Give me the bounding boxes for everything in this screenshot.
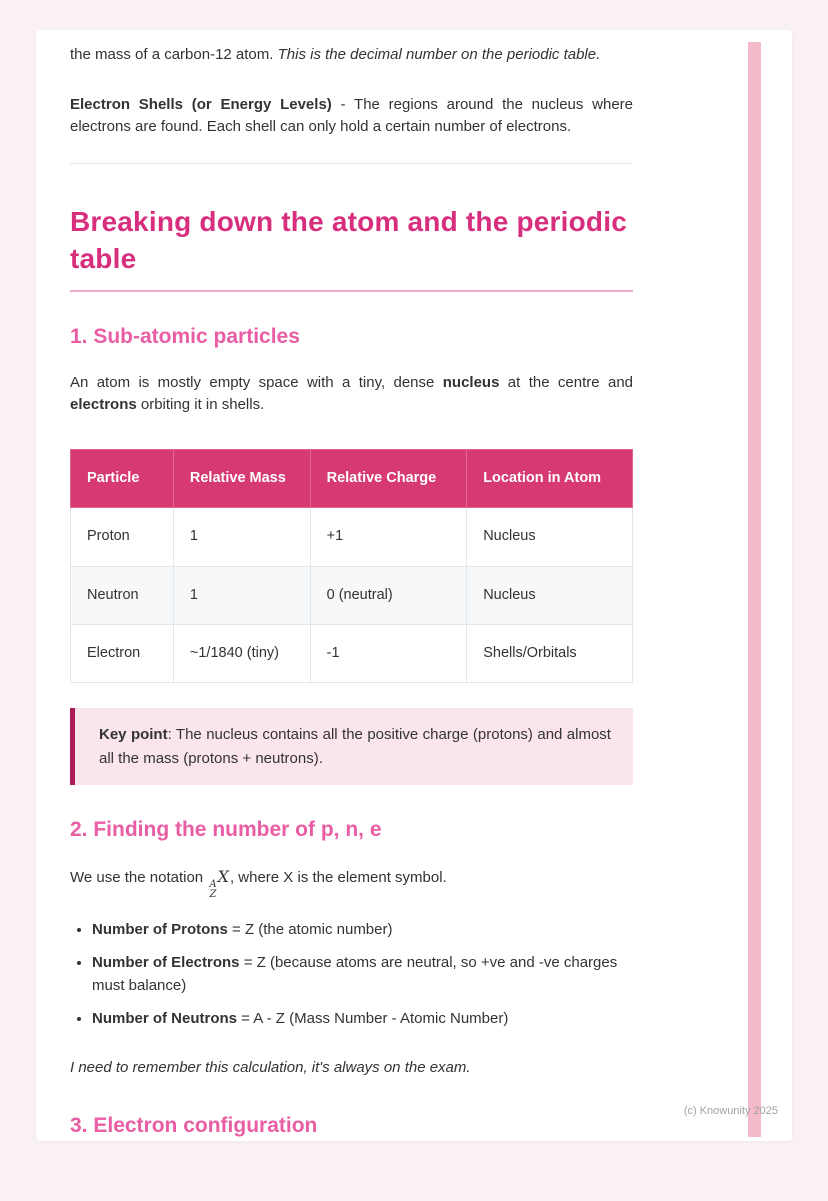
section-2-heading: 2. Finding the number of p, n, e	[70, 817, 382, 841]
cell-neutron-name: Neutron	[71, 566, 174, 624]
intro-paragraph	[70, 44, 633, 66]
document-content	[70, 44, 633, 1141]
cell-proton-location: Nucleus	[467, 508, 633, 566]
cell-neutron-location: Nucleus	[467, 566, 633, 624]
protons-rule-text: = Z (the atomic number)	[227, 920, 393, 938]
counting-rules-list	[70, 919, 633, 1031]
atom-structure-text-3: orbiting it in shells.	[136, 395, 265, 413]
electrons-rule-text: = Z (because atoms are neutral, so +ve and -ve charges must balance)	[92, 954, 618, 994]
page-ribbon-decoration	[748, 42, 761, 1137]
section-3-heading: 3. Electron configuration	[70, 1113, 318, 1137]
intro-text: the mass of a carbon-12 atom.	[70, 46, 278, 63]
copyright-credit: (c) Knowunity 2025	[683, 1105, 778, 1117]
nuclide-notation-scripts	[209, 880, 216, 901]
cell-electron-location: Shells/Orbitals	[467, 624, 633, 682]
intro-italic-note: This is the decimal number on the periodic table.	[277, 46, 601, 63]
cell-electron-name: Electron	[71, 624, 174, 682]
electron-shells-term: Electron Shells (or Energy Levels)	[70, 96, 332, 114]
mass-number-superscript: A	[209, 878, 217, 890]
table-row-electron	[71, 624, 633, 682]
nucleus-term: nucleus	[442, 373, 500, 391]
key-point-callout	[70, 708, 633, 785]
section-divider	[70, 163, 633, 164]
atom-structure-text-2: at the centre and	[499, 373, 634, 391]
table-row-proton	[71, 508, 633, 566]
table-row-neutron	[71, 566, 633, 624]
neutrons-rule-text: = A - Z (Mass Number - Atomic Number)	[237, 1010, 509, 1028]
electron-shells-paragraph	[70, 94, 633, 138]
column-header-relative-charge: Relative Charge	[310, 450, 467, 508]
atomic-number-subscript: Z	[209, 889, 217, 901]
list-item-neutrons	[92, 1008, 633, 1031]
cell-proton-mass: 1	[173, 508, 310, 566]
electrons-rule-term: Number of Electrons	[92, 954, 240, 972]
exam-reminder-note: I need to remember this calculation, it's always on the exam.	[70, 1058, 471, 1076]
cell-proton-name: Proton	[71, 508, 174, 566]
cell-neutron-charge: 0 (neutral)	[310, 566, 467, 624]
list-item-electrons	[92, 952, 633, 997]
key-point-text: : The nucleus contains all the positive charge (protons) and almost all the mass (protons + neutrons).	[99, 726, 611, 767]
key-point-label: Key point	[99, 726, 168, 744]
electrons-term: electrons	[70, 395, 137, 413]
list-item-protons	[92, 919, 633, 942]
notation-text-after: , where X is the element symbol.	[229, 868, 447, 886]
notation-text-before: We use the notation	[70, 868, 208, 886]
element-symbol: X	[217, 866, 229, 886]
cell-neutron-mass: 1	[173, 566, 310, 624]
column-header-location: Location in Atom	[467, 450, 633, 508]
page-title: Breaking down the atom and the periodic table	[70, 204, 633, 292]
notation-paragraph	[70, 865, 633, 901]
cell-proton-charge: +1	[310, 508, 467, 566]
atom-structure-paragraph	[70, 372, 633, 416]
document-page	[36, 30, 792, 1141]
column-header-relative-mass: Relative Mass	[173, 450, 310, 508]
atom-structure-text-1: An atom is mostly empty space with a tiny, dense	[70, 373, 443, 391]
table-header-row	[71, 450, 633, 508]
particles-table	[70, 449, 633, 683]
protons-rule-term: Number of Protons	[92, 920, 228, 938]
cell-electron-mass: ~1/1840 (tiny)	[173, 624, 310, 682]
section-1-heading: 1. Sub-atomic particles	[70, 325, 300, 349]
neutrons-rule-term: Number of Neutrons	[92, 1010, 238, 1028]
column-header-particle: Particle	[71, 450, 174, 508]
electron-shells-definition: - The regions around the nucleus where electrons are found. Each shell can only hold a certain number of electrons.	[70, 96, 633, 136]
cell-electron-charge: -1	[310, 624, 467, 682]
